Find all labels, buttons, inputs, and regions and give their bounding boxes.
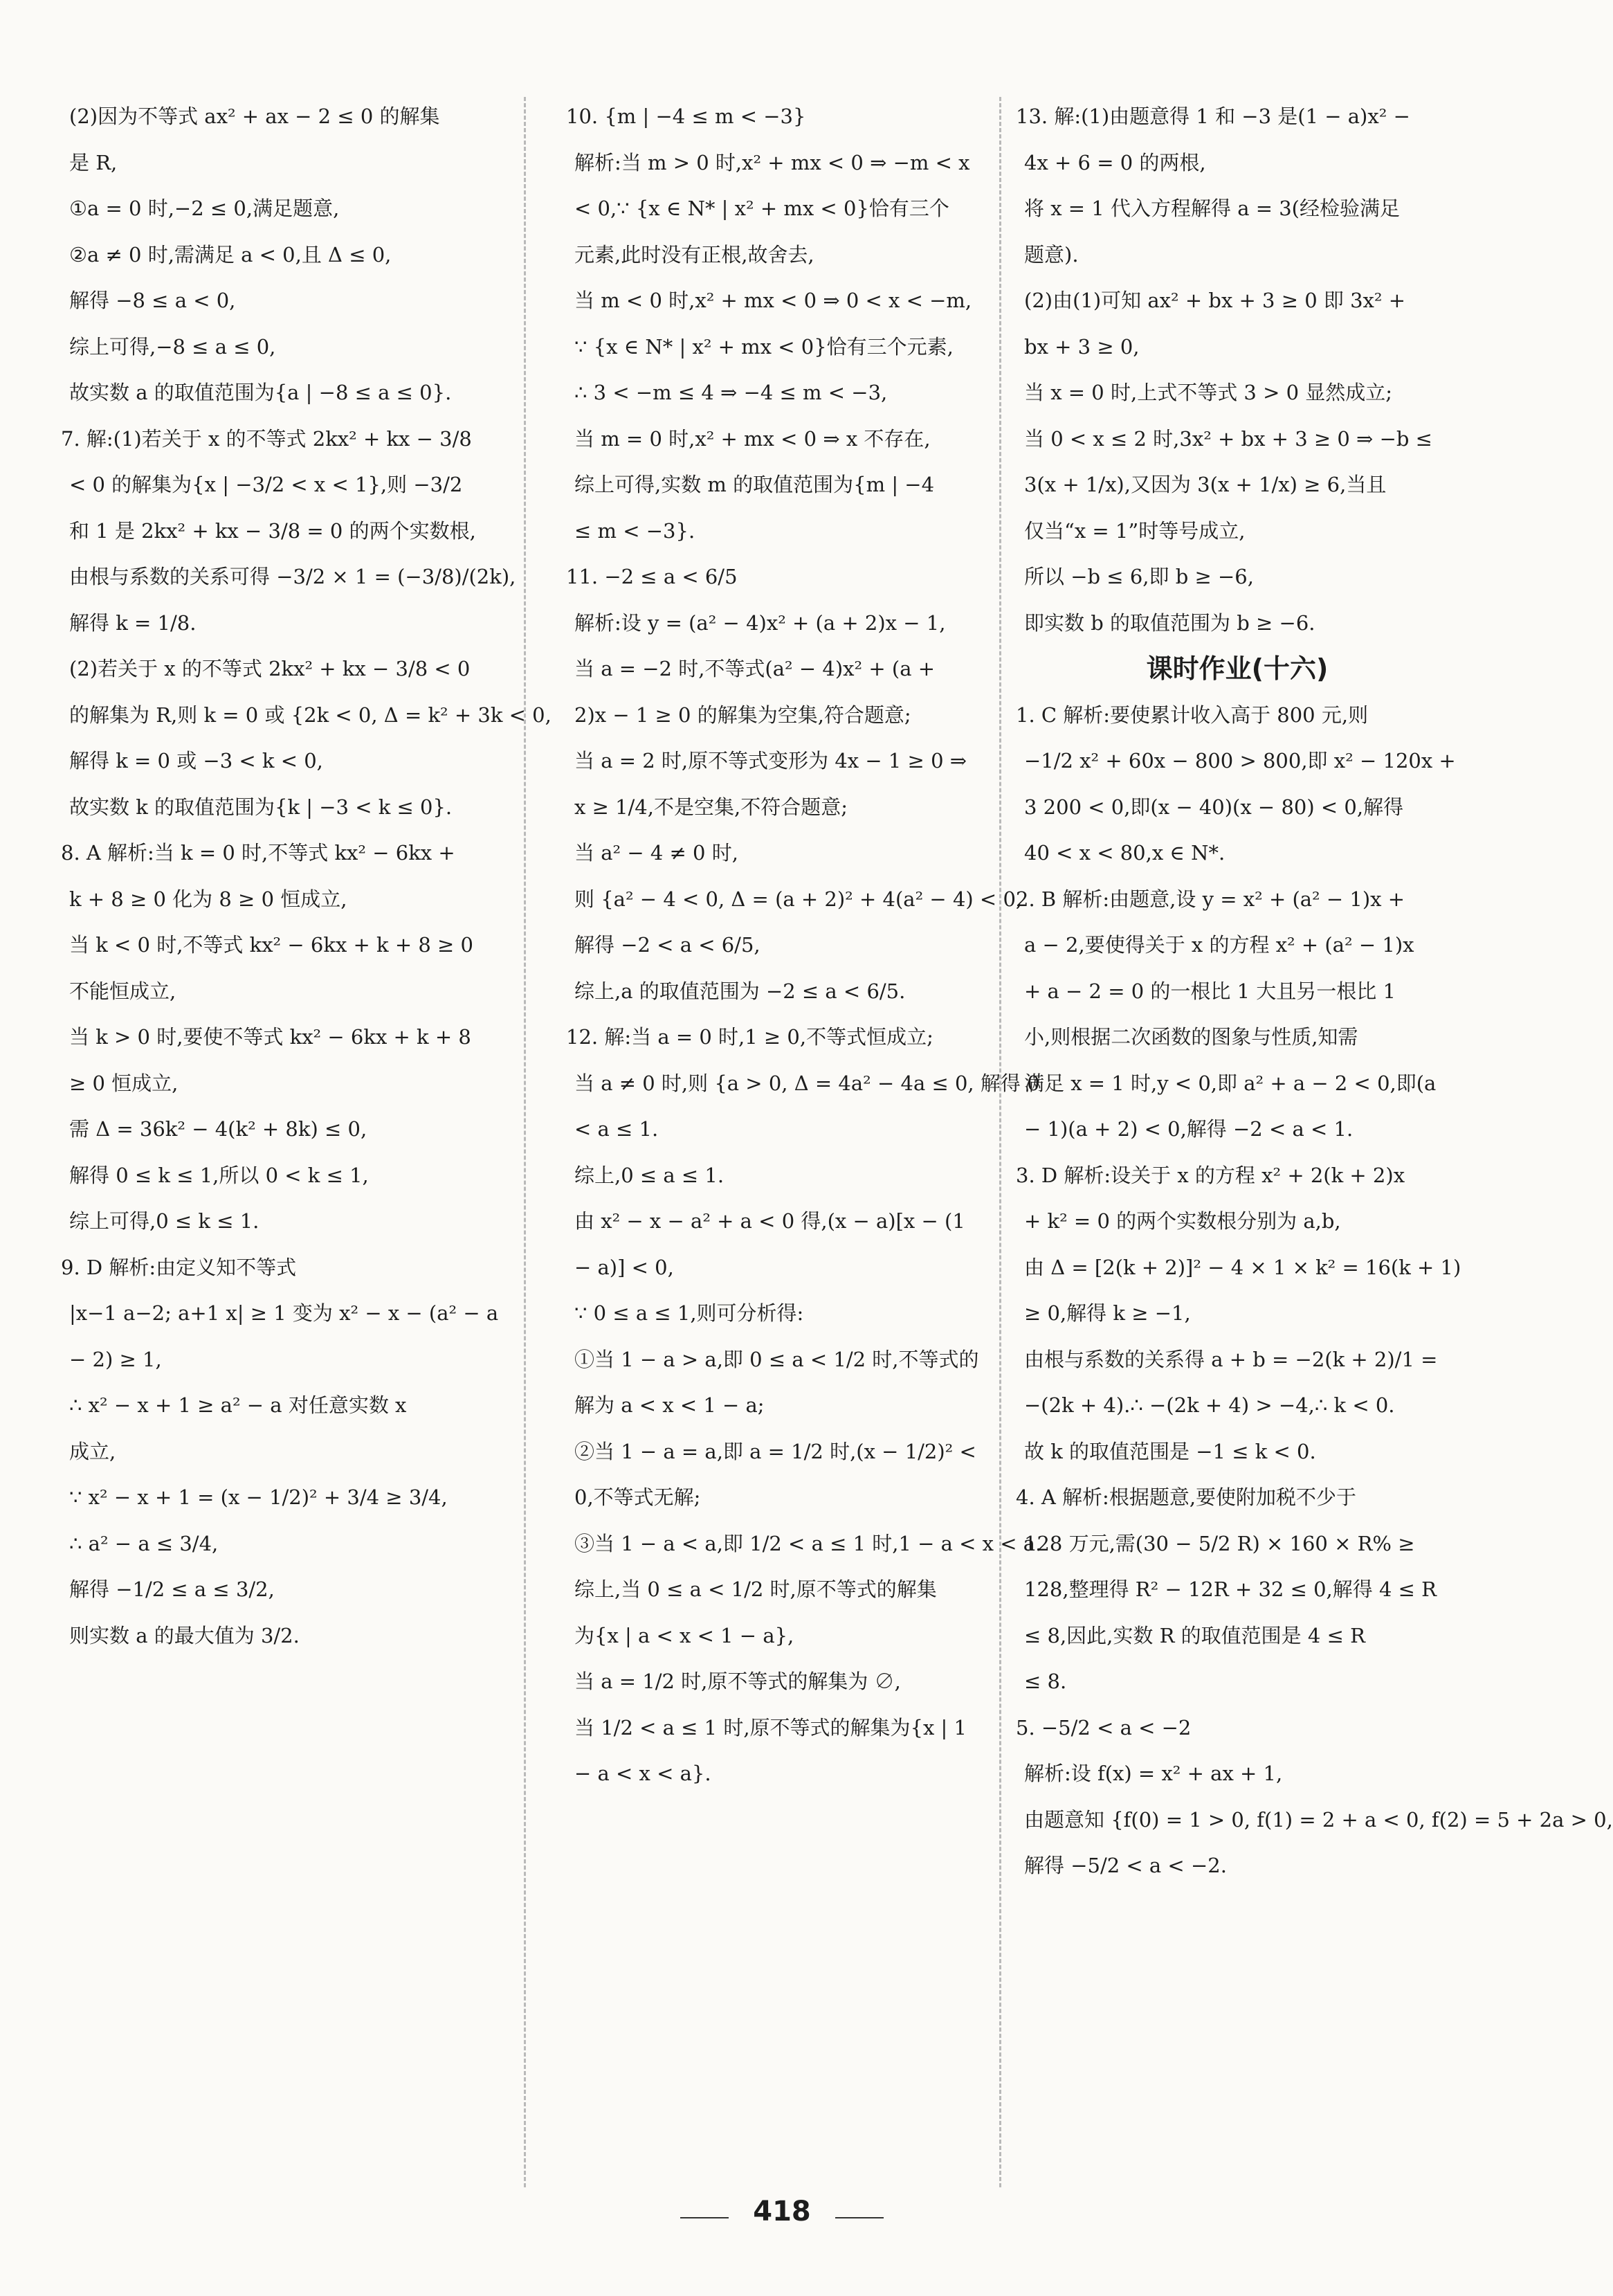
answer-line: 由根与系数的关系可得 −3/2 × 1 = (−3/8)/(2k), xyxy=(69,565,516,588)
answer-line: 解析:设 f(x) = x² + ax + 1, xyxy=(1024,1762,1283,1785)
answer-line: ≤ 8,因此,实数 R 的取值范围是 4 ≤ R xyxy=(1024,1623,1365,1647)
answer-line: ∴ a² − a ≤ 3/4, xyxy=(69,1531,219,1555)
answer-line: 综上可得,−8 ≤ a ≤ 0, xyxy=(69,334,276,359)
answer-line: ≥ 0 恒成立, xyxy=(69,1071,179,1095)
answer-line: 由 x² − x − a² + a < 0 得,(x − a)[x − (1 xyxy=(574,1209,965,1233)
answer-line: 解得 k = 0 或 −3 < k < 0, xyxy=(69,749,323,772)
answer-line: 故实数 a 的取值范围为{a | −8 ≤ a ≤ 0}. xyxy=(69,381,452,404)
answer-line: 1. C 解析:要使累计收入高于 800 元,则 xyxy=(1016,703,1369,727)
answer-line: 仅当“x = 1”时等号成立, xyxy=(1024,518,1246,543)
answer-line: 解得 0 ≤ k ≤ 1,所以 0 < k ≤ 1, xyxy=(69,1163,369,1187)
page-footer xyxy=(0,2196,1564,2227)
answer-line: 的解集为 R,则 k = 0 或 {2k < 0, Δ = k² + 3k < 0, xyxy=(69,703,552,727)
answer-line: 当 k < 0 时,不等式 kx² − 6kx + k + 8 ≥ 0 xyxy=(69,933,473,957)
answer-line: < 0,∵ {x ∈ N* | x² + mx < 0}恰有三个 xyxy=(574,197,949,220)
answer-line: 综上,a 的取值范围为 −2 ≤ a < 6/5. xyxy=(574,979,906,1003)
footer-rule xyxy=(835,2217,884,2218)
answer-line: 10. {m | −4 ≤ m < −3} xyxy=(566,105,806,128)
answer-line: 当 0 < x ≤ 2 时,3x² + bx + 3 ≥ 0 ⇒ −b ≤ xyxy=(1024,426,1432,451)
answer-line: 3. D 解析:设关于 x 的方程 x² + 2(k + 2)x xyxy=(1016,1163,1405,1187)
column-left xyxy=(61,93,552,2184)
answer-line: 解得 −2 < a < 6/5, xyxy=(574,933,760,957)
answer-line: 不能恒成立, xyxy=(69,979,176,1003)
answer-line: ≤ m < −3}. xyxy=(574,518,695,543)
answer-line: ∵ x² − x + 1 = (x − 1/2)² + 3/4 ≥ 3/4, xyxy=(69,1485,448,1509)
answer-line: 当 a ≠ 0 时,则 {a > 0, Δ = 4a² − 4a ≤ 0, 解得 0 xyxy=(574,1071,1040,1095)
answer-line: ②a ≠ 0 时,需满足 a < 0,且 Δ ≤ 0, xyxy=(69,242,392,266)
answer-line: 和 1 是 2kx² + kx − 3/8 = 0 的两个实数根, xyxy=(69,518,476,543)
answer-line: 成立, xyxy=(69,1439,116,1463)
answer-line: 综上可得,0 ≤ k ≤ 1. xyxy=(69,1209,259,1233)
answer-line: 当 m < 0 时,x² + mx < 0 ⇒ 0 < x < −m, xyxy=(574,289,972,312)
answer-line: 当 a = 2 时,原不等式变形为 4x − 1 ≥ 0 ⇒ xyxy=(574,749,967,772)
answer-line: (2)因为不等式 ax² + ax − 2 ≤ 0 的解集 xyxy=(69,105,440,128)
answer-line: − a)] < 0, xyxy=(574,1255,674,1279)
answer-line: 小,则根据二次函数的图象与性质,知需 xyxy=(1024,1025,1358,1049)
answer-line: 由 Δ = [2(k + 2)]² − 4 × 1 × k² = 16(k + 1) xyxy=(1024,1255,1461,1279)
answer-line: 解析:设 y = (a² − 4)x² + (a + 2)x − 1, xyxy=(574,611,946,635)
answer-line: 2)x − 1 ≥ 0 的解集为空集,符合题意; xyxy=(574,703,911,727)
answer-line: 故实数 k 的取值范围为{k | −3 < k ≤ 0}. xyxy=(69,795,453,819)
answer-line: 4x + 6 = 0 的两根, xyxy=(1024,150,1206,174)
answer-line: 当 a = −2 时,不等式(a² − 4)x² + (a + xyxy=(574,657,935,680)
answer-line: 3 200 < 0,即(x − 40)(x − 80) < 0,解得 xyxy=(1024,795,1404,819)
answer-line: (2)若关于 x 的不等式 2kx² + kx − 3/8 < 0 xyxy=(69,657,471,680)
answer-line: ③当 1 − a < a,即 1/2 < a ≤ 1 时,1 − a < x < a. xyxy=(574,1531,1042,1555)
answer-line: 9. D 解析:由定义知不等式 xyxy=(61,1255,297,1279)
column-divider xyxy=(524,97,526,2187)
answer-line: −1/2 x² + 60x − 800 > 800,即 x² − 120x + xyxy=(1024,749,1456,772)
answer-line: 0,不等式无解; xyxy=(574,1485,701,1509)
answer-line: 12. 解:当 a = 0 时,1 ≥ 0,不等式恒成立; xyxy=(566,1025,933,1049)
answer-line: 由题意知 {f(0) = 1 > 0, f(1) = 2 + a < 0, f(2) = 5 + 2a > 0, xyxy=(1024,1807,1613,1832)
answer-line: ≤ 8. xyxy=(1024,1670,1067,1693)
answer-line: 解为 a < x < 1 − a; xyxy=(574,1393,765,1417)
answer-line: |x−1 a−2; a+1 x| ≥ 1 变为 x² − x − (a² − a xyxy=(69,1301,499,1325)
answer-line: 是 R, xyxy=(69,150,118,174)
answer-line: 元素,此时没有正根,故舍去, xyxy=(574,242,814,266)
answer-line: + a − 2 = 0 的一根比 1 大且另一根比 1 xyxy=(1024,979,1396,1003)
answer-line: 所以 −b ≤ 6,即 b ≥ −6, xyxy=(1024,565,1254,588)
answer-line: 解析:当 m > 0 时,x² + mx < 0 ⇒ −m < x xyxy=(574,150,970,174)
answer-line: 解得 −1/2 ≤ a ≤ 3/2, xyxy=(69,1578,275,1601)
column-divider xyxy=(999,97,1001,2187)
answer-line: < 0 的解集为{x | −3/2 < x < 1},则 −3/2 xyxy=(69,473,463,496)
answer-line: 8. A 解析:当 k = 0 时,不等式 kx² − 6kx + xyxy=(61,841,455,865)
answer-line: 为{x | a < x < 1 − a}, xyxy=(574,1623,794,1647)
answer-line: 3(x + 1/x),又因为 3(x + 1/x) ≥ 6,当且 xyxy=(1024,473,1387,496)
answer-line: 128 万元,需(30 − 5/2 R) × 160 × R% ≥ xyxy=(1024,1531,1415,1555)
answer-line: 当 a² − 4 ≠ 0 时, xyxy=(574,841,738,865)
answer-line: 满足 x = 1 时,y < 0,即 a² + a − 2 < 0,即(a xyxy=(1024,1071,1437,1095)
answer-line: 综上,0 ≤ a ≤ 1. xyxy=(574,1163,725,1187)
answer-line: 解得 k = 1/8. xyxy=(69,611,197,635)
answer-line: (2)由(1)可知 ax² + bx + 3 ≥ 0 即 3x² + xyxy=(1024,289,1406,312)
answer-line: ②当 1 − a = a,即 a = 1/2 时,(x − 1/2)² < xyxy=(574,1439,976,1463)
answer-line: 综上,当 0 ≤ a < 1/2 时,原不等式的解集 xyxy=(574,1578,937,1601)
answer-line: ∵ {x ∈ N* | x² + mx < 0}恰有三个元素, xyxy=(574,334,954,359)
answer-line: 2. B 解析:由题意,设 y = x² + (a² − 1)x + xyxy=(1016,887,1405,911)
answer-line: x ≥ 1/4,不是空集,不符合题意; xyxy=(574,795,848,819)
page-number: 418 xyxy=(753,2196,811,2227)
answer-line: a − 2,要使得关于 x 的方程 x² + (a² − 1)x xyxy=(1024,933,1414,957)
answer-line: 当 k > 0 时,要使不等式 kx² − 6kx + k + 8 xyxy=(69,1025,471,1049)
answer-line: ∴ 3 < −m ≤ 4 ⇒ −4 ≤ m < −3, xyxy=(574,381,888,404)
answer-line: − 1)(a + 2) < 0,解得 −2 < a < 1. xyxy=(1024,1117,1354,1141)
answer-line: 解得 −5/2 < a < −2. xyxy=(1024,1854,1227,1877)
answer-line: + k² = 0 的两个实数根分别为 a,b, xyxy=(1024,1209,1341,1233)
answer-line: 由根与系数的关系得 a + b = −2(k + 2)/1 = xyxy=(1024,1347,1438,1371)
answer-line: k + 8 ≥ 0 化为 8 ≥ 0 恒成立, xyxy=(69,887,347,911)
answer-line: −(2k + 4).∴ −(2k + 4) > −4,∴ k < 0. xyxy=(1024,1393,1395,1417)
answer-line: 将 x = 1 代入方程解得 a = 3(经检验满足 xyxy=(1024,197,1400,220)
answer-line: 4. A 解析:根据题意,要使附加税不少于 xyxy=(1016,1485,1357,1509)
column-right xyxy=(1016,93,1613,2184)
answer-line: ∴ x² − x + 1 ≥ a² − a 对任意实数 x xyxy=(69,1393,407,1417)
footer-rule xyxy=(680,2217,729,2218)
answer-line: 即实数 b 的取值范围为 b ≥ −6. xyxy=(1024,611,1315,635)
answer-line: 综上可得,实数 m 的取值范围为{m | −4 xyxy=(574,473,935,496)
answer-line: bx + 3 ≥ 0, xyxy=(1024,334,1140,359)
answer-line: 5. −5/2 < a < −2 xyxy=(1016,1715,1192,1739)
answer-line: 40 < x < 80,x ∈ N*. xyxy=(1024,841,1225,865)
answer-line: 故 k 的取值范围是 −1 ≤ k < 0. xyxy=(1024,1439,1316,1463)
answer-line: 需 Δ = 36k² − 4(k² + 8k) ≤ 0, xyxy=(69,1117,367,1141)
answer-line: − 2) ≥ 1, xyxy=(69,1347,162,1371)
answer-line: 当 m = 0 时,x² + mx < 0 ⇒ x 不存在, xyxy=(574,426,931,451)
answer-line: 11. −2 ≤ a < 6/5 xyxy=(566,565,738,588)
answer-line: < a ≤ 1. xyxy=(574,1117,659,1141)
answer-line: ∵ 0 ≤ a ≤ 1,则可分析得: xyxy=(574,1301,804,1325)
answer-line: ①当 1 − a > a,即 0 ≤ a < 1/2 时,不等式的 xyxy=(574,1347,979,1371)
answer-line: 题意). xyxy=(1024,242,1079,266)
answer-line: 解得 −8 ≤ a < 0, xyxy=(69,289,236,312)
column-middle xyxy=(566,93,1042,2184)
answer-line: 128,整理得 R² − 12R + 32 ≤ 0,解得 4 ≤ R xyxy=(1024,1578,1437,1601)
answer-line: 13. 解:(1)由题意得 1 和 −3 是(1 − a)x² − xyxy=(1016,105,1410,128)
section-title: 课时作业(十六) xyxy=(1146,653,1329,684)
answer-line: ≥ 0,解得 k ≥ −1, xyxy=(1024,1301,1191,1325)
answer-line: ①a = 0 时,−2 ≤ 0,满足题意, xyxy=(69,197,340,220)
answer-line: 则 {a² − 4 < 0, Δ = (a + 2)² + 4(a² − 4) < 0, xyxy=(574,887,1023,911)
answer-line: 7. 解:(1)若关于 x 的不等式 2kx² + kx − 3/8 xyxy=(61,426,472,451)
answer-line: 当 1/2 < a ≤ 1 时,原不等式的解集为{x | 1 xyxy=(574,1715,967,1739)
answer-line: 当 x = 0 时,上式不等式 3 > 0 显然成立; xyxy=(1024,381,1393,404)
answer-line: − a < x < a}. xyxy=(574,1762,711,1785)
answer-line: 当 a = 1/2 时,原不等式的解集为 ∅, xyxy=(574,1670,901,1693)
answer-line: 则实数 a 的最大值为 3/2. xyxy=(69,1623,300,1647)
